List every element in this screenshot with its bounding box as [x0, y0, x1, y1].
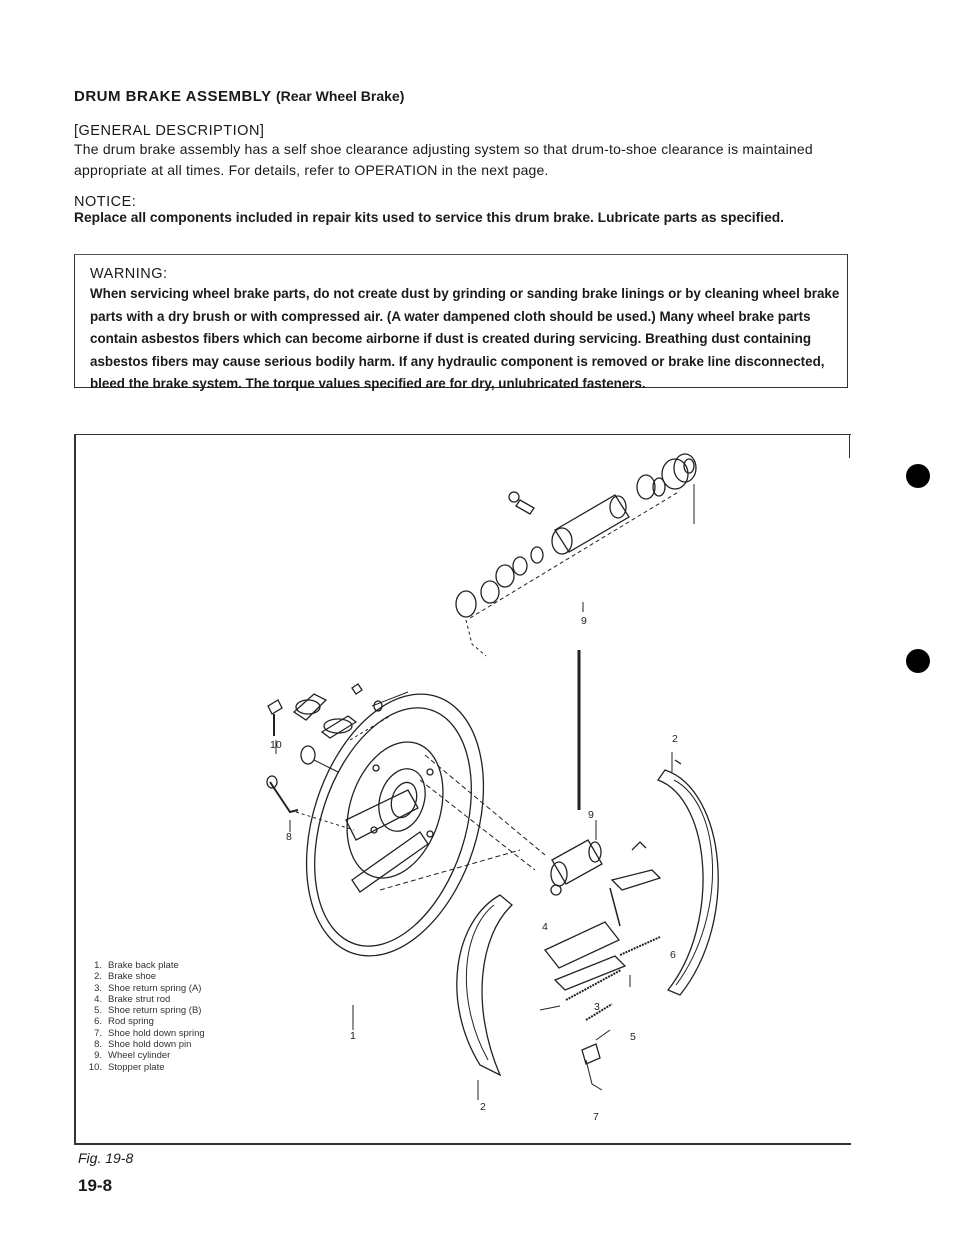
callout-8: 8 — [286, 831, 292, 843]
figure-legend — [84, 960, 205, 1073]
section-subtitle: (Rear Wheel Brake) — [275, 88, 405, 104]
callout-9-top: 9 — [581, 615, 587, 627]
callout-6: 6 — [670, 949, 676, 961]
legend-item: 9. Wheel cylinder — [94, 1050, 171, 1062]
wheel-cylinder-drawing — [551, 820, 602, 895]
warning-text: When servicing wheel brake parts, do not create dust by grinding or sanding brake linings or by cleaning wheel brake parts with a dry brush or with compressed air. (A water dampened cloth should be used.) Many wheel brake parts contain asbestos fibers which can become airborne if dust is created during servicing. Breathing dust containing asbestos fibers may cause serious bodily harm. If any hydraulic component is removed or brake line disconnected, bleed the brake system. The torque values specified are for dry, unlubricated fasteners. — [90, 286, 840, 391]
brake-shoe-rear-drawing — [658, 752, 718, 995]
strut-rod-and-springs-drawing — [540, 842, 660, 1020]
callout-3: 3 — [594, 1001, 600, 1013]
legend-item: 2. Brake shoe — [94, 971, 157, 983]
callout-10: 10 — [270, 739, 282, 751]
callout-9-lower: 9 — [588, 809, 594, 821]
notice-heading: NOTICE: — [74, 194, 137, 210]
legend-item: 7. Shoe hold down spring — [94, 1027, 205, 1039]
shoe-hold-down-pin-drawing — [267, 746, 354, 832]
legend-item: 1. Brake back plate — [94, 960, 179, 971]
legend-item: 8. Shoe hold down pin — [94, 1039, 192, 1051]
section-title-text: DRUM BRAKE ASSEMBLY — [74, 88, 272, 105]
notice-text: Replace all components included in repair kits used to service this drum brake. Lubricate parts as specified. — [74, 210, 785, 225]
callout-2-bottom: 2 — [480, 1101, 486, 1113]
callout-7: 7 — [593, 1111, 599, 1123]
callout-2-right: 2 — [672, 733, 678, 745]
legend-item: 10. Stopper plate — [88, 1061, 165, 1073]
shoe-hold-down-spring-drawing — [582, 1030, 610, 1090]
stopper-plate-drawing — [268, 684, 382, 754]
wheel-cylinder-exploded-drawing — [456, 454, 696, 656]
callout-1: 1 — [350, 1030, 356, 1042]
callout-5: 5 — [630, 1031, 636, 1043]
legend-item: 5. Shoe return spring (B) — [94, 1005, 202, 1017]
legend-item: 6. Rod spring — [94, 1016, 154, 1028]
callout-4: 4 — [542, 921, 548, 933]
figure-caption: Fig. 19-8 — [78, 1150, 134, 1166]
legend-item: 4. Brake strut rod — [94, 993, 171, 1005]
general-description-heading: [GENERAL DESCRIPTION] — [74, 123, 265, 139]
brake-shoe-front-drawing — [457, 895, 512, 1100]
warning-heading: WARNING: — [90, 266, 168, 282]
page-number: 19-8 — [78, 1176, 113, 1195]
brake-back-plate-drawing — [275, 671, 545, 978]
legend-item: 3. Shoe return spring (A) — [94, 982, 202, 994]
general-description-text: The drum brake assembly has a self shoe clearance adjusting system so that drum-to-shoe clearance is maintained appropriate at all times. For details, refer to OPERATION in the next page. — [74, 141, 813, 178]
